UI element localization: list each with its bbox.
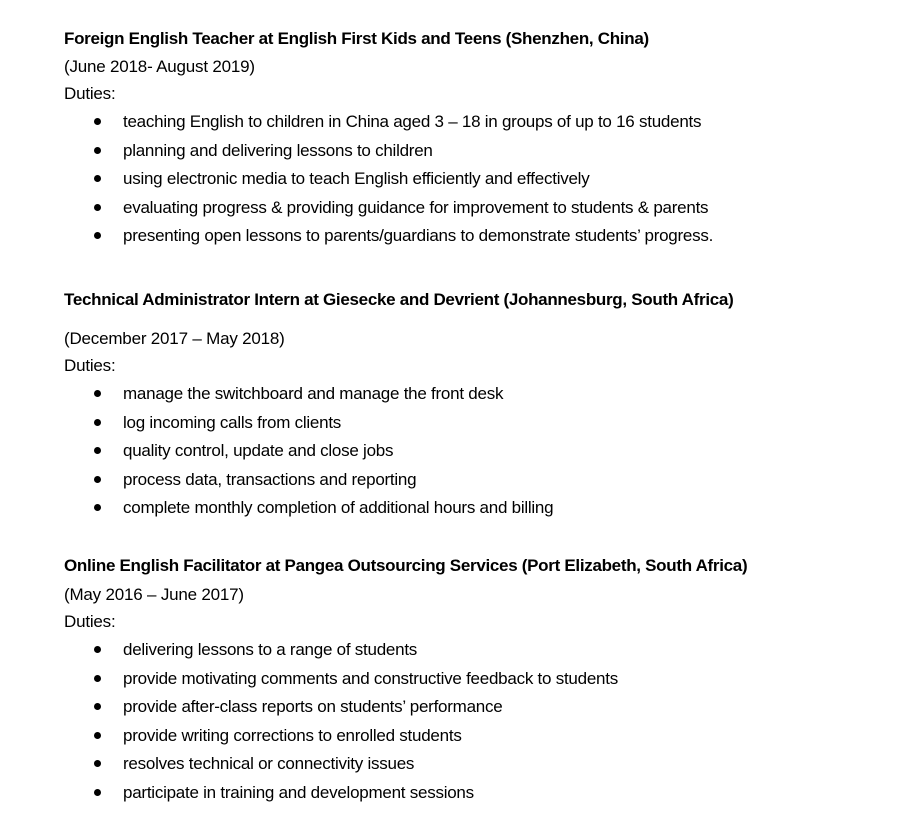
duties-list (64, 640, 884, 811)
duty-text: process data, transactions and reporting (123, 469, 417, 489)
job-title: Technical Administrator Intern at Giesecke and Devrient (Johannesburg, South Africa) (64, 290, 734, 309)
bullet-icon (94, 760, 101, 767)
job-dates: (December 2017 – May 2018) (64, 329, 285, 348)
duties-list (64, 384, 884, 527)
duty-text: manage the switchboard and manage the front desk (123, 384, 504, 403)
duty-text: complete monthly completion of additional hours and billing (123, 498, 554, 517)
bullet-icon (94, 789, 101, 796)
job-dates: (June 2018- August 2019) (64, 57, 255, 76)
duty-text: planning and delivering lessons to children (123, 140, 433, 160)
duty-item (64, 413, 884, 442)
duty-text: participate in training and development sessions (123, 782, 474, 802)
duty-text: provide writing corrections to enrolled students (123, 725, 462, 745)
bullet-icon (94, 675, 101, 682)
duty-text: provide motivating comments and constructive feedback to students (123, 668, 618, 688)
duty-item (64, 169, 884, 198)
duties-list (64, 112, 884, 255)
bullet-icon (94, 732, 101, 739)
duty-item (64, 226, 884, 255)
duties-label: Duties: (64, 84, 116, 103)
duty-text: resolves technical or connectivity issues (123, 754, 415, 773)
job-title: Foreign English Teacher at English First Kids and Teens (Shenzhen, China) (64, 29, 649, 48)
job-section-english-first (64, 29, 884, 255)
duty-item (64, 198, 884, 227)
duty-item (64, 640, 884, 669)
bullet-icon (94, 232, 101, 239)
bullet-icon (94, 646, 101, 653)
duty-item (64, 697, 884, 726)
job-section-pangea (64, 556, 884, 811)
duty-text: delivering lessons to a range of students (123, 640, 418, 659)
duty-item (64, 384, 884, 413)
duty-item (64, 441, 884, 470)
bullet-icon (94, 504, 101, 511)
bullet-icon (94, 419, 101, 426)
duty-item (64, 141, 884, 170)
duty-text: presenting open lessons to parents/guardians to demonstrate students’ progress. (123, 226, 714, 245)
duty-item (64, 726, 884, 755)
duties-label: Duties: (64, 356, 116, 375)
duty-text: log incoming calls from clients (123, 412, 342, 432)
duties-label: Duties: (64, 612, 116, 631)
duty-text: using electronic media to teach English efficiently and effectively (123, 169, 590, 188)
bullet-icon (94, 204, 101, 211)
duty-text: teaching English to children in China aged 3 – 18 in groups of up to 16 students (123, 112, 702, 131)
duty-item (64, 498, 884, 527)
job-title: Online English Facilitator at Pangea Outsourcing Services (Port Elizabeth, South Africa) (64, 556, 748, 575)
bullet-icon (94, 118, 101, 125)
bullet-icon (94, 147, 101, 154)
duty-text: provide after-class reports on students’ performance (123, 697, 503, 716)
bullet-icon (94, 703, 101, 710)
duty-text: quality control, update and close jobs (123, 441, 394, 460)
job-dates: (May 2016 – June 2017) (64, 585, 244, 604)
duty-item (64, 470, 884, 499)
duty-item (64, 754, 884, 783)
bullet-icon (94, 447, 101, 454)
duty-item (64, 783, 884, 812)
bullet-icon (94, 476, 101, 483)
bullet-icon (94, 390, 101, 397)
duty-text: evaluating progress & providing guidance for improvement to students & parents (123, 197, 709, 217)
bullet-icon (94, 175, 101, 182)
duty-item (64, 669, 884, 698)
job-section-giesecke-devrient (64, 290, 884, 527)
duty-item (64, 112, 884, 141)
